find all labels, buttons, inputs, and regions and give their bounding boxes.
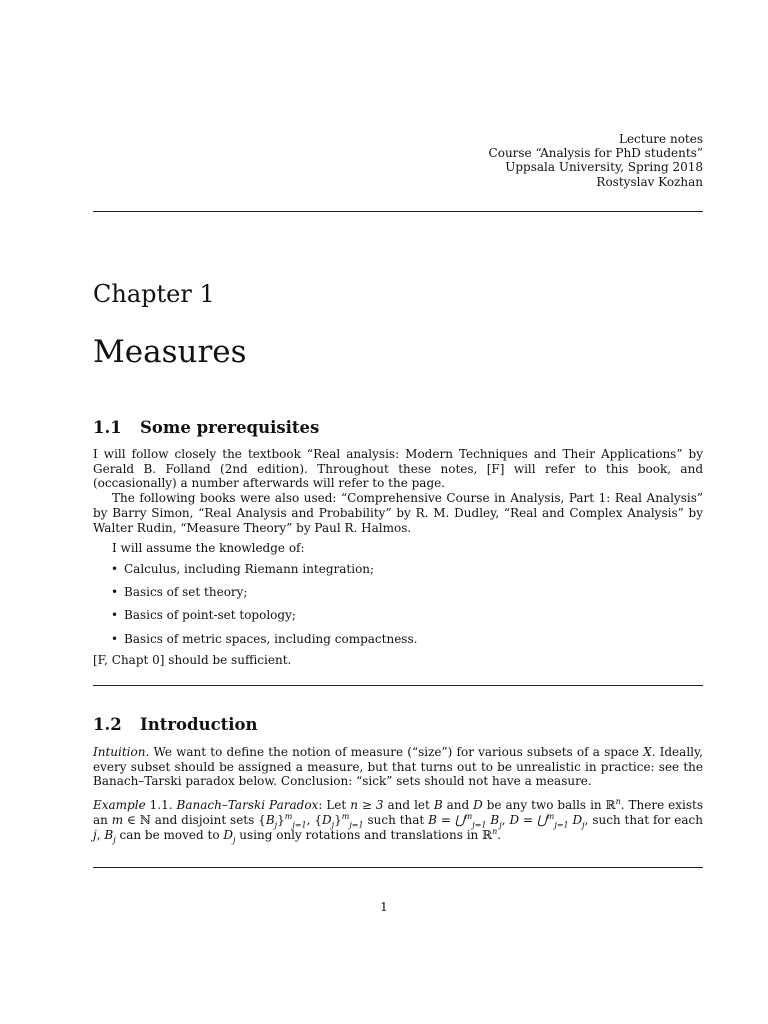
- page-number: 1: [380, 900, 388, 914]
- section-prerequisites-body: [93, 447, 703, 667]
- lecture-header: [303, 132, 703, 189]
- section-rule: [93, 685, 703, 686]
- section-number: 1.1: [93, 418, 122, 437]
- section-heading-introduction: [93, 715, 258, 735]
- header-line-course: Course “Analysis for PhD students”: [488, 146, 703, 161]
- paragraph-intuition: Intuition. We want to define the notion of measure (“size”) for various subsets of a space X. Ideally, every subset should be assigned a measure, but that turns out to be unrealistic in practice: see the Banach–Tarski paradox below. Conclusion: “sick” sets should not have a measure.: [93, 745, 703, 789]
- paragraph-textbook: I will follow closely the textbook “Real analysis: Modern Techniques and Their Applications” by Gerald B. Folland (2nd edition). Throughout these notes, [F] will refer to this book, and (occasionally) a number afterwards will refer to the page.: [93, 447, 703, 491]
- section-number: 1.2: [93, 715, 122, 734]
- paragraph-other-books: The following books were also used: “Comprehensive Course in Analysis, Part 1: Real Analysis” by Barry Simon, “Real Analysis and Probability” by R. M. Dudley, “Real and Complex Analysis” by Walter Rudin, “Measure Theory” by Paul R. Halmos.: [93, 491, 703, 535]
- example-banach-tarski: Example 1.1. Banach–Tarski Paradox: Let n ≥ 3 and let B and D be any two balls in ℝ$^n$. There exists an m ∈ ℕ and disjoint sets $\{B_j\}^m_{j=1}$, $\{D_j\}^m_{j=1}$ such that B = ⋃$^m_{j=1}$ $B_j$, D = ⋃$^m_{j=1}$ $D_j$, such that for each j, $B_j$ can be moved to $D_j$ using only rotations and translations in ℝ$^n$.: [93, 797, 704, 844]
- example-label: Example: [93, 798, 146, 813]
- header-line-university: Uppsala University, Spring 2018: [505, 160, 703, 175]
- header-rule: [93, 211, 703, 212]
- example-name: Banach–Tarski Paradox: [176, 798, 319, 813]
- chapter-label: Chapter 1: [93, 280, 215, 308]
- list-item: • Basics of metric spaces, including compactness.: [111, 631, 418, 646]
- header-line-lecture-notes: Lecture notes: [618, 132, 703, 146]
- list-item: • Basics of point-set topology;: [111, 608, 296, 623]
- section-title: Introduction: [140, 715, 258, 734]
- chapter-title: Measures: [93, 334, 247, 370]
- header-line-author: Rostyslav Kozhan: [596, 174, 703, 189]
- intuition-label: Intuition.: [93, 745, 150, 759]
- list-item: • Calculus, including Riemann integration;: [111, 561, 375, 576]
- bullet-icon: •: [111, 608, 119, 623]
- footer-rule: [93, 867, 703, 868]
- bullet-icon: •: [111, 585, 119, 600]
- bullet-icon: •: [111, 561, 119, 576]
- paragraph-sufficient: [F, Chapt 0] should be sufficient.: [93, 652, 292, 667]
- prerequisite-list: [93, 562, 703, 646]
- list-item: • Basics of set theory;: [111, 585, 248, 600]
- section-title: Some prerequisites: [140, 418, 320, 437]
- section-introduction-body: [93, 745, 703, 842]
- section-heading-prerequisites: [93, 418, 319, 438]
- bullet-icon: •: [111, 631, 119, 646]
- paragraph-assumptions: I will assume the knowledge of:: [112, 541, 305, 556]
